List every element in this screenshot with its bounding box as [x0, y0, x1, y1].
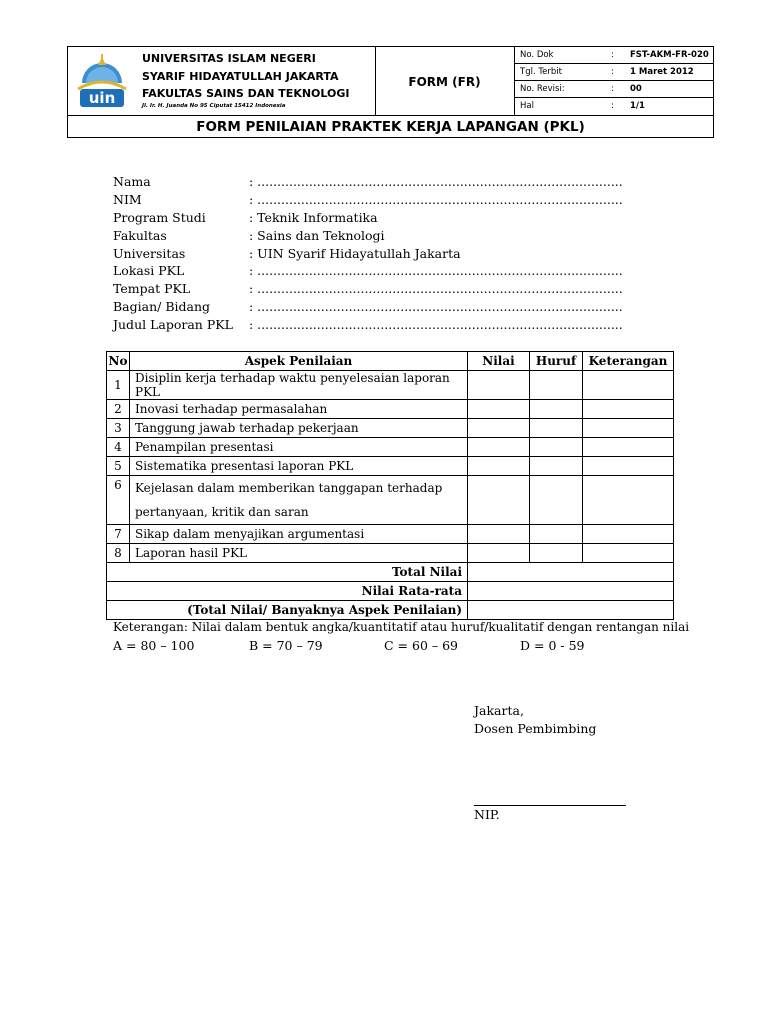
meta-row-no-dok: [514, 47, 714, 64]
table-row: [107, 476, 674, 525]
field-label: Judul Laporan PKL: [113, 317, 233, 333]
field-row-nama[interactable]: [113, 174, 623, 192]
keterangan-cell[interactable]: [583, 457, 674, 476]
field-value: : Sains dan Teknologi: [249, 227, 385, 243]
aspect-label-line: Kejelasan dalam memberikan tanggapan terhadap: [135, 481, 443, 495]
form-code: FORM (FR): [408, 74, 481, 89]
meta-colon: :: [611, 101, 614, 111]
meta-value: 00: [630, 84, 642, 94]
keterangan-cell[interactable]: [583, 438, 674, 457]
meta-value: 1/1: [630, 101, 645, 111]
identity-fields: [113, 174, 623, 335]
nilai-cell[interactable]: [468, 525, 530, 544]
address: Jl. Ir. H. Juanda No 95 Ciputat 15412 Indonesia: [142, 103, 286, 109]
field-value[interactable]: : ............................................................................................: [249, 317, 623, 333]
field-value[interactable]: : ............................................................................................: [249, 191, 623, 207]
huruf-cell[interactable]: [530, 371, 583, 400]
assessment-table: [106, 351, 674, 620]
huruf-cell[interactable]: [530, 525, 583, 544]
nilai-cell[interactable]: [468, 419, 530, 438]
signature-place: Jakarta,: [474, 703, 524, 718]
column-header: Aspek Penilaian: [130, 352, 468, 371]
document-header: [67, 46, 714, 138]
row-number: 3: [107, 419, 130, 438]
field-value[interactable]: : ............................................................................................: [249, 263, 623, 279]
meta-key: No. Dok: [520, 50, 554, 60]
meta-key: Hal: [520, 101, 534, 111]
average-value-cell[interactable]: [468, 582, 674, 601]
aspect-label: Laporan hasil PKL: [130, 544, 468, 563]
meta-colon: :: [611, 50, 614, 60]
aspect-label: Disiplin kerja terhadap waktu penyelesaian laporan PKL: [130, 371, 468, 400]
faculty-line: FAKULTAS SAINS DAN TEKNOLOGI: [142, 87, 350, 100]
field-row-nim[interactable]: [113, 191, 623, 210]
aspect-label: [130, 476, 468, 525]
keterangan-cell[interactable]: [583, 476, 674, 525]
university-name: [142, 50, 350, 103]
row-number: 1: [107, 371, 130, 400]
field-label: NIM: [113, 191, 142, 207]
huruf-cell[interactable]: [530, 457, 583, 476]
formula-row: [107, 601, 674, 620]
formula-label: (Total Nilai/ Banyaknya Aspek Penilaian): [107, 601, 468, 620]
huruf-cell[interactable]: [530, 419, 583, 438]
nilai-cell[interactable]: [468, 400, 530, 419]
nilai-cell[interactable]: [468, 544, 530, 563]
meta-row-tgl-terbit: [514, 64, 714, 81]
meta-colon: :: [611, 84, 614, 94]
row-number: 2: [107, 400, 130, 419]
aspect-label: Penampilan presentasi: [130, 438, 468, 457]
university-line: UNIVERSITAS ISLAM NEGERI: [142, 52, 316, 65]
field-row-universitas: [113, 246, 613, 264]
grade-d: D = 0 - 59: [520, 638, 585, 653]
huruf-cell[interactable]: [530, 400, 583, 419]
total-row: [107, 563, 674, 582]
field-label: Bagian/ Bidang: [113, 299, 211, 315]
signature-block: [474, 702, 596, 738]
field-value[interactable]: : ............................................................................................: [249, 174, 623, 189]
average-label: Nilai Rata-rata: [107, 582, 468, 601]
nilai-cell[interactable]: [468, 457, 530, 476]
total-label: Total Nilai: [107, 563, 468, 582]
form-title: FORM PENILAIAN PRAKTEK KERJA LAPANGAN (PKL): [196, 119, 585, 135]
table-row: [107, 438, 674, 457]
average-row: [107, 582, 674, 601]
field-row-tempat-pkl[interactable]: [113, 281, 623, 299]
field-label: Nama: [113, 174, 151, 189]
column-header: Huruf: [530, 352, 583, 371]
field-label: Universitas: [113, 245, 186, 261]
row-number: 6: [107, 476, 130, 525]
table-row: [107, 544, 674, 563]
grading-note: Keterangan: Nilai dalam bentuk angka/kuantitatif atau huruf/kualitatif dengan rentangan nilai: [113, 620, 690, 634]
row-number: 8: [107, 544, 130, 563]
field-label: Lokasi PKL: [113, 263, 185, 279]
meta-key: No. Revisi:: [520, 84, 565, 94]
field-row-fakultas: [113, 228, 613, 246]
keterangan-cell[interactable]: [583, 419, 674, 438]
field-row-bagian-bidang[interactable]: [113, 299, 623, 317]
field-value: : UIN Syarif Hidayatullah Jakarta: [249, 245, 461, 261]
huruf-cell[interactable]: [530, 544, 583, 563]
huruf-cell[interactable]: [530, 476, 583, 525]
table-header-row: [107, 352, 674, 371]
meta-key: Tgl. Terbit: [520, 67, 562, 77]
field-value: : Teknik Informatika: [249, 209, 378, 225]
meta-value: 1 Maret 2012: [630, 67, 694, 77]
aspect-label: Sistematika presentasi laporan PKL: [130, 457, 468, 476]
total-value-cell[interactable]: [468, 563, 674, 582]
university-line: SYARIF HIDAYATULLAH JAKARTA: [142, 69, 339, 83]
field-label: Tempat PKL: [113, 281, 191, 297]
nilai-cell[interactable]: [468, 371, 530, 400]
logo-text: uin: [88, 89, 116, 107]
uin-logo-icon: [76, 53, 128, 109]
table-row: [107, 419, 674, 438]
field-row-lokasi-pkl[interactable]: [113, 263, 623, 281]
column-header: No: [107, 352, 130, 371]
field-label: Program Studi: [113, 209, 206, 225]
row-number: 7: [107, 525, 130, 544]
meta-value: FST-AKM-FR-020: [630, 50, 709, 60]
meta-row-hal: [514, 98, 714, 115]
table-row: [107, 400, 674, 419]
aspect-label-line: pertanyaan, kritik dan saran: [135, 505, 309, 519]
aspect-label: Sikap dalam menyajikan argumentasi: [130, 525, 468, 544]
grade-b: B = 70 – 79: [249, 638, 323, 653]
keterangan-cell[interactable]: [583, 525, 674, 544]
signature-line[interactable]: [474, 805, 626, 806]
signature-role: Dosen Pembimbing: [474, 721, 597, 736]
grade-a: A = 80 – 100: [113, 638, 195, 653]
column-header: Keterangan: [583, 352, 674, 371]
aspect-label: Tanggung jawab terhadap pekerjaan: [130, 419, 468, 438]
field-value[interactable]: : ............................................................................................: [249, 281, 623, 297]
grade-c: C = 60 – 69: [384, 638, 458, 653]
nip-label: NIP.: [474, 807, 500, 822]
row-number: 5: [107, 457, 130, 476]
field-value[interactable]: : ............................................................................................: [249, 299, 623, 315]
keterangan-cell[interactable]: [583, 544, 674, 563]
column-header: Nilai: [468, 352, 530, 371]
aspect-label: Inovasi terhadap permasalahan: [130, 400, 468, 419]
row-number: 4: [107, 438, 130, 457]
grade-scale: [113, 638, 613, 656]
table-row: [107, 457, 674, 476]
nilai-cell[interactable]: [468, 476, 530, 525]
field-label: Fakultas: [113, 227, 167, 243]
huruf-cell[interactable]: [530, 438, 583, 457]
meta-colon: :: [611, 67, 614, 77]
table-row: [107, 371, 674, 400]
meta-row-no-revisi: [514, 81, 714, 98]
keterangan-cell[interactable]: [583, 371, 674, 400]
document-meta: [514, 47, 714, 115]
table-row: [107, 525, 674, 544]
field-row-judul-laporan[interactable]: [113, 317, 623, 335]
keterangan-cell[interactable]: [583, 400, 674, 419]
nilai-cell[interactable]: [468, 438, 530, 457]
formula-value-cell[interactable]: [468, 601, 674, 620]
field-row-program-studi: [113, 210, 613, 228]
